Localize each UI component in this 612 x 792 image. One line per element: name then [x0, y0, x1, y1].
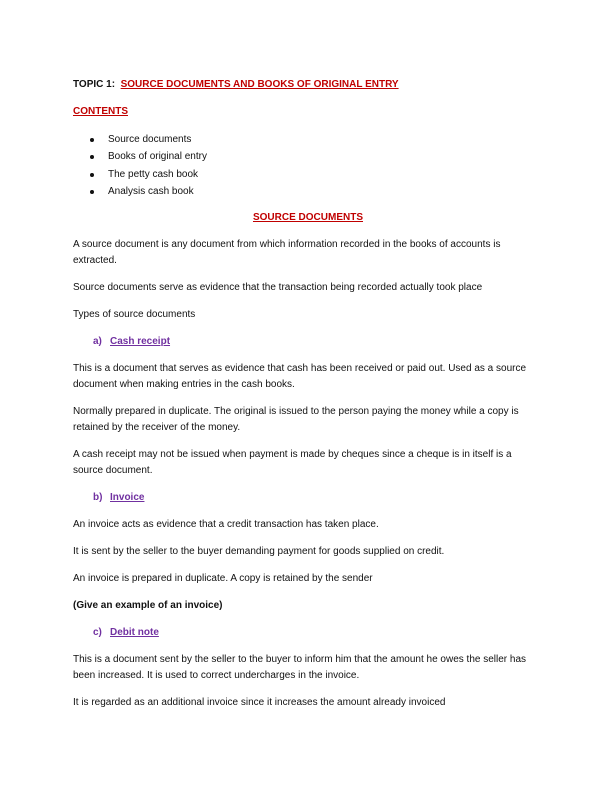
paragraph: An invoice acts as evidence that a credit transaction has taken place.	[73, 519, 379, 531]
paragraph: A cash receipt may not be issued when payment is made by cheques since a cheque is in itself is a source document.	[73, 449, 512, 477]
contents-heading	[73, 104, 543, 120]
subheading-invoice	[73, 490, 543, 506]
topic-label: TOPIC 1:	[73, 79, 116, 90]
list-item: Source documents	[73, 131, 543, 148]
topic-heading	[73, 77, 543, 93]
contents-heading-text: CONTENTS	[73, 106, 128, 117]
subheading-cash-receipt	[73, 334, 543, 350]
section-heading-text: SOURCE DOCUMENTS	[252, 212, 363, 224]
subheading-label: a)	[93, 336, 102, 348]
list-item: Books of original entry	[73, 148, 543, 165]
subheading-label: b)	[93, 492, 103, 504]
section-heading	[73, 210, 543, 226]
subheading-title: Invoice	[110, 492, 145, 504]
subheading-debit-note	[73, 625, 543, 641]
paragraph: Types of source documents	[73, 309, 196, 321]
subheading-title: Debit note	[110, 627, 159, 639]
list-item: The petty cash book	[73, 166, 543, 183]
list-item: Analysis cash book	[73, 183, 543, 200]
paragraph: This is a document sent by the seller to the buyer to inform him that the amount he owes the seller has been increased. It is used to correct undercharges in the invoice.	[73, 654, 527, 682]
contents-list	[73, 131, 543, 200]
paragraph: A source document is any document from which information recorded in the books of accounts is extracted.	[73, 239, 501, 267]
paragraph: This is a document that serves as evidence that cash has been received or paid out. Used as a source document when making entries in the cash books.	[73, 363, 527, 391]
paragraph: Source documents serve as evidence that the transaction being recorded actually took place	[73, 282, 483, 294]
paragraph: It is sent by the seller to the buyer demanding payment for goods supplied on credit.	[73, 546, 445, 558]
document-page	[73, 77, 543, 722]
topic-title: SOURCE DOCUMENTS AND BOOKS OF ORIGINAL ENTRY	[120, 79, 399, 90]
paragraph: It is regarded as an additional invoice since it increases the amount already invoiced	[73, 697, 446, 709]
subheading-title: Cash receipt	[110, 336, 171, 348]
paragraph: Normally prepared in duplicate. The original is issued to the person paying the money while a copy is retained by the receiver of the money.	[73, 406, 519, 434]
invoice-note: (Give an example of an invoice)	[73, 600, 223, 612]
paragraph: An invoice is prepared in duplicate. A copy is retained by the sender	[73, 573, 373, 585]
subheading-label: c)	[93, 627, 102, 639]
